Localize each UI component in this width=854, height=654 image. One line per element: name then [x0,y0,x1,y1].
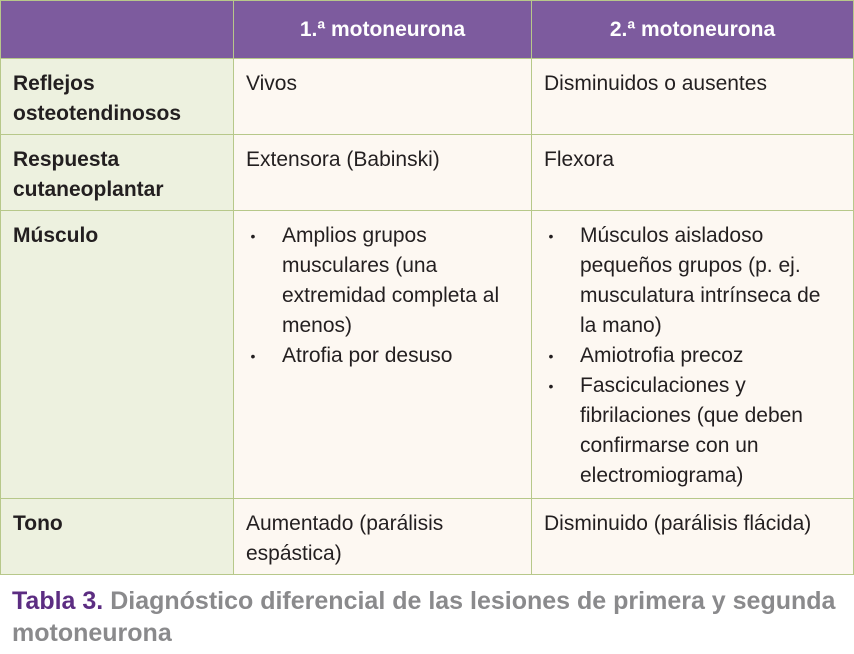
table-caption [12,585,842,649]
list-item [246,341,519,371]
list-item-text: Amplios grupos musculares (una extremidad completa al menos) [282,224,500,337]
list-item [246,221,519,341]
list-item [544,221,841,341]
row-label-plantar: Respuesta cutaneoplantar [1,135,234,211]
caption-text: Diagnóstico diferencial de las lesiones de primera y segunda motoneurona [12,587,836,647]
table-row [1,135,854,211]
bullet-icon: • [548,228,554,244]
cell-second-reflexes: Disminuidos o ausentes [532,59,854,135]
bullet-list [246,221,519,371]
cell-second-muscle [532,211,854,499]
list-item-text: Fasciculaciones y fibrilaciones (que deben confirmarse con un electromiograma) [580,374,803,487]
header-first-motoneuron: 1.ª motoneurona [234,1,532,59]
cell-first-reflexes: Vivos [234,59,532,135]
list-item-text: Atrofia por desuso [282,344,453,367]
header-blank [1,1,234,59]
table-row [1,499,854,575]
header-second-motoneuron: 2.ª motoneurona [532,1,854,59]
bullet-icon: • [548,348,554,364]
list-item [544,341,841,371]
row-label-reflexes: Reflejos osteotendinosos [1,59,234,135]
row-label-muscle: Músculo [1,211,234,499]
table-row [1,211,854,499]
cell-first-tone: Aumentado (parálisis espástica) [234,499,532,575]
row-label-tone: Tono [1,499,234,575]
bullet-icon: • [250,348,256,364]
list-item [544,371,841,491]
bullet-list [544,221,841,491]
table-row [1,59,854,135]
cell-first-muscle [234,211,532,499]
bullet-icon: • [250,228,256,244]
cell-second-tone: Disminuido (parálisis flácida) [532,499,854,575]
cell-first-plantar: Extensora (Babinski) [234,135,532,211]
caption-label: Tabla 3. [12,587,104,615]
bullet-icon: • [548,378,554,394]
header-row [1,1,854,59]
list-item-text: Músculos aisladoso pequeños grupos (p. ej. musculatura intrínseca de la mano) [580,224,821,337]
cell-second-plantar: Flexora [532,135,854,211]
list-item-text: Amiotrofia precoz [580,344,744,367]
